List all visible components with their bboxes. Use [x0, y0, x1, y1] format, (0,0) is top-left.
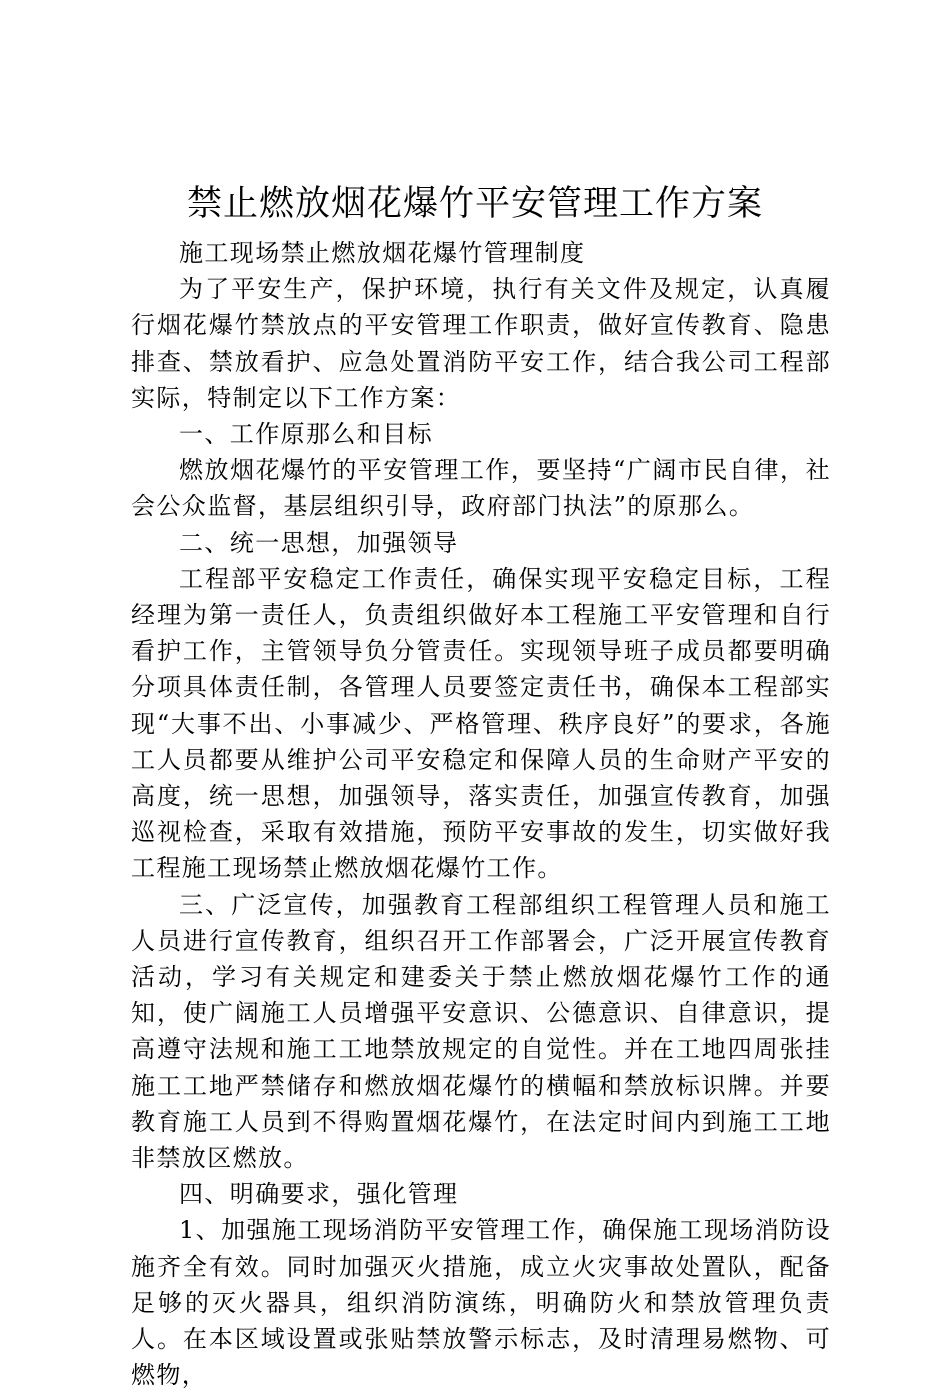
- section-heading-1: 一、工作原那么和目标: [179, 420, 433, 449]
- document-body: [131, 235, 831, 1394]
- section-heading-4: 四、明确要求，强化管理: [179, 1180, 459, 1209]
- section-paragraph-4-1: 1、加强施工现场消防平安管理工作，确保施工现场消防设施齐全有效。同时加强灭火措施，成立火灾事故处置队，配备足够的灭火器具，组织消防演练，明确防火和禁放管理负责人。在本区域设置或张贴禁放警示标志，及时清理易燃物、可燃物，: [131, 1216, 831, 1390]
- section-heading-2: 二、统一思想，加强领导: [179, 528, 459, 557]
- section-subtitle: 施工现场禁止燃放烟花爆竹管理制度: [179, 239, 586, 267]
- section-paragraph-3: 三、广泛宣传，加强教育工程部组织工程管理人员和施工人员进行宣传教育，组织召开工作部署会，广泛开展宣传教育活动，学习有关规定和建委关于禁止燃放烟花爆竹工作的通知，使广阔施工人员增强平安意识、公德意识、自律意识，提高遵守法规和施工工地禁放规定的自觉性。并在工地四周张挂施工工地严禁储存和燃放烟花爆竹的横幅和禁放标识牌。并要教育施工人员到不得购置烟花爆竹，在法定时间内到施工工地非禁放区燃放。: [131, 890, 831, 1173]
- intro-paragraph: 为了平安生产，保护环境，执行有关文件及规定，认真履行烟花爆竹禁放点的平安管理工作职责，做好宣传教育、隐患排查、禁放看护、应急处置消防平安工作，结合我公司工程部实际，特制定以下工作方案：: [131, 275, 831, 412]
- document-title: 禁止燃放烟花爆竹平安管理工作方案: [186, 184, 763, 224]
- section-paragraph-2: 工程部平安稳定工作责任，确保实现平安稳定目标，工程经理为第一责任人，负责组织做好本工程施工平安管理和自行看护工作，主管领导负分管责任。实现领导班子成员都要明确分项具体责任制，各管理人员要签定责任书，确保本工程部实现“大事不出、小事减少、严格管理、秩序良好”的要求，各施工人员都要从维护公司平安稳定和保障人员的生命财产平安的高度，统一思想，加强领导，落实责任，加强宣传教育，加强巡视检查，采取有效措施，预防平安事故的发生，切实做好我工程施工现场禁止燃放烟花爆竹工作。: [131, 564, 831, 883]
- section-paragraph-1: 燃放烟花爆竹的平安管理工作，要坚持“广阔市民自律，社会公众监督，基层组织引导，政府部门执法”的原那么。: [131, 456, 831, 521]
